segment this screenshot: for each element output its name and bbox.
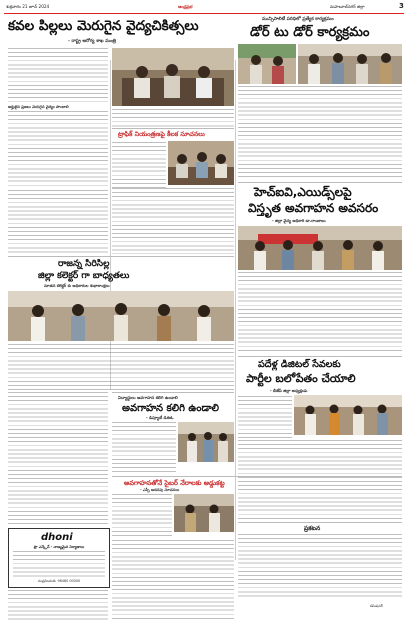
story7-body-2 [238,440,402,520]
page-number: 3 [399,2,404,10]
story1-sidenote: అర్హులైన ప్రజలు మెరుగైన వైద్యం పొందాలి [8,104,69,109]
story3-kicker: మున్సిపాలిటీ పరిధిలో ప్రత్యేక కార్యక్రమం [262,17,334,22]
divider [112,128,234,129]
divider [238,356,402,357]
story5-headline-2: జిల్లా కలెక్టర్ గా బాధ్యతలు [38,271,130,281]
story1-body-3 [112,109,234,127]
awareness-rally-photo [238,226,402,270]
police-awareness-photo [174,494,234,532]
story6-headline: అవగాహన కలిగి ఉండాలి [122,403,219,414]
advert-body [13,551,105,577]
story2-headline: ట్రాఫిక్ నియంత్రణపై కీలక సూచనలు [118,131,205,138]
advertisement [8,528,110,588]
story7-headline-1: పదేళ్ల డిజిటల్ సేవలకు [258,359,341,370]
collector-photo [8,291,234,341]
notice-signature: కమిషనర్ [370,604,383,608]
divider [238,522,402,523]
advert-line2: సంప్రదించండి: 98480 00000 [37,579,81,583]
story8-body [112,494,172,538]
meeting-photo [112,48,234,106]
story1-body [8,48,108,102]
header-date: శుక్రవారం 21 జూన్ 2024 [6,4,50,9]
story6-subhead: - డిప్యూటీ డిఈఓ [146,415,174,420]
notice-body [238,534,402,598]
group-photo [298,44,402,84]
story7-body [238,396,292,438]
left-column-body [8,392,108,524]
story5-body [8,344,234,390]
divider [112,392,234,393]
header-rule [4,13,404,14]
story6-kicker: విద్యార్థులు అవగాహన కలిగి ఉండాలి [118,395,178,400]
advert-brand: dhoni [41,532,73,543]
story2-photo [168,141,234,185]
students-photo [178,422,234,462]
page-header [0,0,408,14]
story2-body [112,142,166,190]
story4-headline-1: హెచ్ఐవి,ఎయిడ్స్‌లపై [254,185,352,199]
officials-photo [168,141,234,185]
story8-headline: అవగాహనతోనే సైబర్ నేరాలకు అడ్డుకట్ట [124,479,225,487]
left-column-footer [8,590,108,620]
story3-headline: డోర్ టు డోర్ కార్యక్రమం [250,25,370,40]
story4-photo [238,226,402,270]
story5-subhead: నూతన కలెక్టర్ కు అధికారుల శుభాకాంక్షలు [44,283,110,288]
story3-body [238,86,402,180]
story8-body-2 [112,540,234,620]
story1-photo [112,48,234,106]
story4-headline-2: విస్తృత అవగాహన అవసరం [248,201,379,215]
column-rule [235,60,236,560]
story4-subhead: - జిల్లా వైద్య అధికారి డా.రాంబాబు [272,218,326,223]
divider [238,182,402,183]
divider [8,256,234,257]
story1-body-2 [8,111,108,189]
notice-title: ప్రకటన [304,525,321,532]
party-meeting-photo [294,395,402,435]
story3-photo-1 [238,44,296,84]
story7-photo [294,395,402,435]
header-district: మహబూబ్‌నగర్ జిల్లా [330,4,365,9]
story6-photo [178,422,234,462]
story1-headline: కవల పిల్లలు మెరుగైన వైద్యచికిత్సలు [8,18,199,34]
story8-subhead: - ఎస్పీ అదనపు సూచనలు [140,487,180,492]
divider [112,476,402,477]
story3-photo-2 [298,44,402,84]
story7-headline-2: పార్టీల బలోపేతం చేయాలి [246,372,356,385]
story1-body-4 [8,190,108,254]
story2-body-2 [112,188,234,254]
story1-subhead: - రాష్ట్ర ఆరోగ్య శాఖ మంత్రి [68,39,117,44]
story7-subhead: - బీజేపీ జిల్లా అధ్యక్షుడు [270,388,308,393]
advert-line1: ప్రొ ఎన్క్లేవ్ - నాణ్యమైన నిర్మాణాలు [33,545,85,549]
header-masthead: ఆంధ్రప్రభ [178,4,193,9]
story8-photo [174,494,234,532]
story5-headline-1: రాజన్న సిరిసిల్ల [58,259,110,269]
story4-body [238,272,402,354]
story6-body [112,422,176,474]
door-to-door-photo [238,44,296,84]
story5-photo [8,291,234,341]
